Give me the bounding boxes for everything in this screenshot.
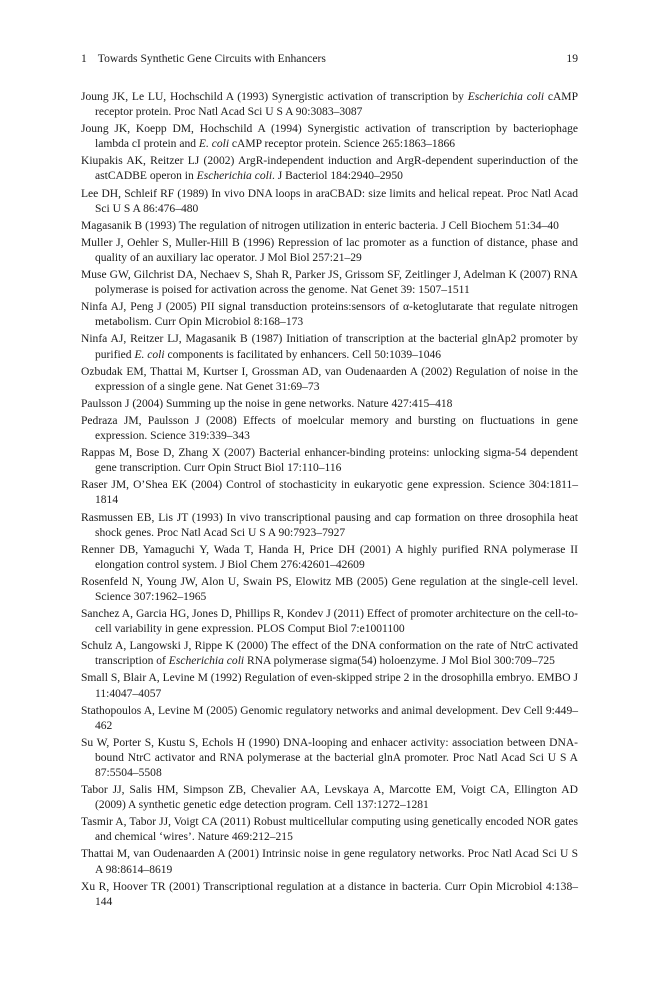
reference-text: Sanchez A, Garcia HG, Jones D, Phillips R, Kondev J (2011) Effect of promoter architecture on the cell-to-cell variability in gene expression. PLOS Comput Biol 7:e1001100: [81, 608, 578, 636]
reference-text: Magasanik B (1993) The regulation of nitrogen utilization in enteric bacteria. J Cell Biochem 51:34–40: [81, 219, 559, 232]
reference-entry: [81, 671, 578, 701]
reference-text: Tabor JJ, Salis HM, Simpson ZB, Chevalier AA, Levskaya A, Marcotte EM, Voigt CA, Ellington AD (2009) A synthetic genetic edge detection program. Cell 137:1272–1281: [81, 784, 578, 812]
running-head: [81, 51, 578, 67]
chapter-heading: [81, 51, 326, 67]
reference-entry: [81, 268, 578, 298]
reference-text: Rappas M, Bose D, Zhang X (2007) Bacterial enhancer-binding proteins: unlocking sigma-54 dependent gene transcription. Curr Opin Struct Biol 17:110–116: [81, 447, 578, 475]
reference-text: Rosenfeld N, Young JW, Alon U, Swain PS, Elowitz MB (2005) Gene regulation at the single-cell level. Science 307:1962–1965: [81, 575, 578, 603]
page-number: 19: [566, 52, 578, 65]
reference-entry: [81, 736, 578, 781]
reference-italic-text: Escherichia coli: [196, 170, 273, 183]
reference-entry: [81, 847, 578, 877]
reference-italic-text: Escherichia coli: [168, 655, 245, 668]
reference-entry: [81, 704, 578, 734]
reference-entry: [81, 300, 578, 330]
chapter-title: Towards Synthetic Gene Circuits with Enhancers: [97, 52, 326, 65]
reference-entry: [81, 446, 578, 476]
reference-entry: [81, 122, 578, 152]
reference-entry: [81, 219, 578, 234]
reference-italic-text: E. coli: [134, 348, 165, 361]
chapter-number: 1: [81, 52, 87, 65]
reference-entry: [81, 397, 578, 412]
reference-text: Lee DH, Schleif RF (1989) In vivo DNA loops in araCBAD: size limits and helical repeat. Proc Natl Acad Sci U S A 86:476–480: [81, 187, 578, 215]
reference-entry: [81, 880, 578, 910]
reference-text: Muse GW, Gilchrist DA, Nechaev S, Shah R, Parker JS, Grissom SF, Zeitlinger J, Adelman K (2007) RNA polymerase is poised for activation across the genome. Nat Genet 39: 1507–1511: [81, 269, 578, 297]
reference-text: components is facilitated by enhancers. Cell 50:1039–1046: [164, 348, 442, 361]
reference-text: Stathopoulos A, Levine M (2005) Genomic regulatory networks and animal development. Dev Cell 9:449–462: [81, 704, 578, 732]
reference-text: Xu R, Hoover TR (2001) Transcriptional regulation at a distance in bacteria. Curr Opin Microbiol 4:138–144: [81, 880, 578, 908]
reference-entry: [81, 365, 578, 395]
reference-entry: [81, 783, 578, 813]
reference-entry: [81, 639, 578, 669]
reference-text: Joung JK, Le LU, Hochschild A (1993) Synergistic activation of transcription by: [81, 91, 468, 103]
reference-text: Su W, Porter S, Kustu S, Echols H (1990) DNA-looping and enhacer activity: association between DNA-bound NtrC activator and RNA polymerase at the bacterial glnA promoter. Proc Natl Acad Sci U S A 87:5504–5508: [81, 736, 578, 779]
reference-text: RNA polymerase sigma(54) holoenzyme. J Mol Biol 300:709–725: [244, 655, 555, 668]
reference-italic-text: E. coli: [198, 138, 230, 151]
reference-entry: [81, 332, 578, 362]
reference-entry: [81, 478, 578, 508]
reference-text: Schulz A, Langowski J, Rippe K (2000) The effect of the DNA conformation on the rate of NtrC activated transcription of: [81, 640, 578, 668]
reference-text: Ninfa AJ, Peng J (2005) PII signal transduction proteins:sensors of α-ketoglutarate that regulate nitrogen metabolism. Curr Opin Microbiol 8:168–173: [81, 301, 578, 329]
reference-text: Kiupakis AK, Reitzer LJ (2002) ArgR-independent induction and ArgR-dependent superinduction of the astCADBE operon in: [81, 155, 578, 183]
reference-text: Rasmussen EB, Lis JT (1993) In vivo transcriptional pausing and cap formation on three drosophila heat shock genes. Proc Natl Acad Sci U S A 90:7923–7927: [81, 511, 578, 539]
reference-entry: [81, 575, 578, 605]
reference-text: cAMP receptor protein. Science 265:1863–1866: [229, 138, 456, 151]
reference-text: Small S, Blair A, Levine M (1992) Regulation of even-skipped stripe 2 in the drosophilla embryo. EMBO J 11:4047–4057: [81, 672, 578, 700]
reference-entry: [81, 154, 578, 184]
reference-italic-text: Escherichia coli: [467, 91, 545, 103]
reference-entry: [81, 90, 578, 120]
reference-text: Thattai M, van Oudenaarden A (2001) Intrinsic noise in gene regulatory networks. Proc Natl Acad Sci U S A 98:8614–8619: [81, 848, 578, 876]
reference-entry: [81, 236, 578, 266]
reference-list: [81, 90, 578, 912]
reference-entry: [81, 815, 578, 845]
reference-entry: [81, 543, 578, 573]
reference-text: cAMP receptor protein. Proc Natl Acad Sci U S A 90:3083–3087: [95, 91, 578, 119]
reference-text: Ninfa AJ, Reitzer LJ, Magasanik B (1987) Initiation of transcription at the bacterial glnAp2 promoter by purified: [81, 333, 578, 361]
reference-text: . J Bacteriol 184:2940–2950: [272, 170, 403, 183]
reference-text: Paulsson J (2004) Summing up the noise in gene networks. Nature 427:415–418: [81, 397, 453, 410]
reference-text: Raser JM, O’Shea EK (2004) Control of stochasticity in eukaryotic gene expression. Science 304:1811–1814: [81, 479, 578, 507]
reference-entry: [81, 414, 578, 444]
reference-entry: [81, 607, 578, 637]
reference-text: Tasmir A, Tabor JJ, Voigt CA (2011) Robust multicellular computing using genetically encoded NOR gates and chemical ‘wires’. Nature 469:212–215: [81, 816, 578, 844]
reference-entry: [81, 187, 578, 217]
reference-text: Renner DB, Yamaguchi Y, Wada T, Handa H, Price DH (2001) A highly purified RNA polymerase II elongation control system. J Biol Chem 276:42601–42609: [81, 543, 578, 571]
reference-text: Joung JK, Koepp DM, Hochschild A (1994) Synergistic activation of transcription by bacteriophage lambda cI protein and: [81, 123, 578, 151]
reference-text: Pedraza JM, Paulsson J (2008) Effects of moelcular memory and bursting on fluctuations in gene expression. Science 319:339–343: [81, 414, 578, 443]
reference-entry: [81, 511, 578, 541]
reference-text: Muller J, Oehler S, Muller-Hill B (1996) Repression of lac promoter as a function of distance, phase and quality of an auxiliary lac operator. J Mol Biol 257:21–29: [81, 236, 578, 264]
reference-text: Ozbudak EM, Thattai M, Kurtser I, Grossman AD, van Oudenaarden A (2002) Regulation of noise in the expression of a single gene. Nat Genet 31:69–73: [81, 365, 578, 393]
